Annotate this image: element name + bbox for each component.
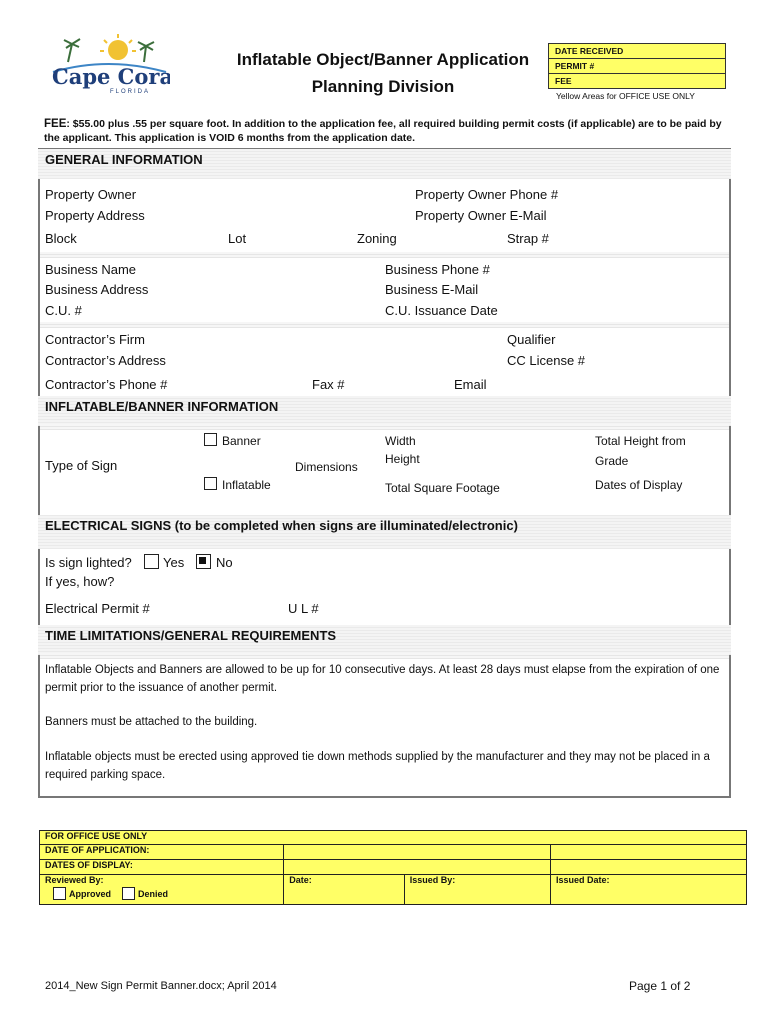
type-of-sign-label: Type of Sign [45, 458, 118, 473]
business-name-label: Business Name [45, 262, 137, 277]
fee-text: : $55.00 plus .55 per square foot. In addition to the application fee, all required building permit costs (if applicable) are to be paid by the applicant. This application is VOID 6 months from the application date. [44, 118, 722, 144]
property-address-label: Property Address [45, 208, 145, 223]
fee-statement [44, 117, 734, 145]
date-received-field: DATE RECEIVED [549, 44, 725, 59]
title-line-1: Inflatable Object/Banner Application [236, 50, 530, 69]
cape-coral-logo [48, 32, 170, 96]
banner-checkbox[interactable] [204, 433, 217, 446]
business-email-label: Business E-Mail [385, 282, 479, 297]
lighted-no-checkbox[interactable] [196, 554, 211, 569]
fee-label: FEE [44, 118, 67, 130]
office-use-note: Yellow Areas for OFFICE USE ONLY [556, 91, 695, 101]
dates-of-display-extra [551, 860, 747, 875]
date-cell: Date: [284, 875, 404, 905]
divider-band [40, 252, 729, 258]
denied-label: Denied [138, 888, 169, 899]
issued-by-cell: Issued By: [404, 875, 550, 905]
inflatable-banner-heading: INFLATABLE/BANNER INFORMATION [38, 396, 731, 426]
page-title [218, 46, 548, 100]
office-use-table [39, 830, 747, 905]
total-square-footage-label: Total Square Footage [385, 481, 500, 495]
business-phone-label: Business Phone # [385, 262, 490, 277]
lighted-yes-checkbox[interactable] [144, 554, 159, 569]
divider-band [40, 424, 729, 430]
cu-number-label: C.U. # [45, 303, 82, 318]
inflatable-checkbox[interactable] [204, 477, 217, 490]
footer-filename: 2014_New Sign Permit Banner.docx; April 2014 [45, 980, 277, 992]
is-sign-lighted-label: Is sign lighted? [45, 555, 132, 570]
general-info-heading: GENERAL INFORMATION [38, 149, 731, 179]
inflatable-tiedown-paragraph: Inflatable objects must be erected using approved tie down methods supplied by the manufacturer and they may not be placed in a required parking space. [45, 751, 710, 781]
width-label: Width [385, 434, 416, 448]
property-owner-label: Property Owner [45, 187, 137, 202]
divider-band [40, 322, 729, 328]
cu-issuance-date-label: C.U. Issuance Date [385, 303, 498, 318]
divider-band [40, 653, 729, 659]
business-address-label: Business Address [45, 282, 149, 297]
dimensions-label: Dimensions [295, 460, 358, 474]
yes-label: Yes [163, 555, 185, 570]
electrical-permit-label: Electrical Permit # [45, 601, 150, 616]
date-of-application-cell: DATE OF APPLICATION: [40, 845, 284, 860]
email-label: Email [454, 377, 487, 392]
logo-wordmark: Cape Coral [52, 64, 170, 89]
electrical-signs-heading: ELECTRICAL SIGNS (to be completed when signs are illuminated/electronic) [38, 515, 731, 549]
banner-label: Banner [222, 434, 261, 448]
qualifier-label: Qualifier [507, 332, 556, 347]
reviewed-by-label: Reviewed By: [45, 875, 104, 885]
dates-of-display-value [284, 860, 551, 875]
property-owner-phone-label: Property Owner Phone # [415, 187, 559, 202]
lot-label: Lot [228, 231, 247, 246]
title-line-2: Planning Division [311, 77, 455, 96]
inflatable-label: Inflatable [222, 478, 271, 492]
date-of-application-value [284, 845, 551, 860]
contractor-address-label: Contractor’s Address [45, 353, 166, 368]
zoning-label: Zoning [357, 231, 397, 246]
grade-label: Grade [595, 454, 629, 468]
strap-label: Strap # [507, 231, 549, 246]
contractor-firm-label: Contractor’s Firm [45, 332, 145, 347]
no-label: No [216, 555, 233, 570]
contractor-phone-label: Contractor’s Phone # [45, 377, 168, 392]
dates-of-display-cell: DATES OF DISPLAY: [40, 860, 284, 875]
dates-of-display-label: Dates of Display [595, 478, 683, 492]
approved-checkbox[interactable] [53, 887, 66, 900]
fax-label: Fax # [312, 377, 345, 392]
reviewed-by-cell [40, 875, 284, 905]
block-label: Block [45, 231, 77, 246]
ul-number-label: U L # [288, 601, 319, 616]
for-office-use-cell: FOR OFFICE USE ONLY [40, 831, 747, 845]
page-number: Page 1 of 2 [629, 979, 691, 993]
banner-attach-paragraph: Banners must be attached to the building. [45, 716, 258, 728]
total-height-label: Total Height from [595, 434, 686, 448]
approved-label: Approved [69, 888, 112, 899]
issued-date-cell: Issued Date: [551, 875, 747, 905]
date-of-application-extra [551, 845, 747, 860]
fee-field: FEE [549, 74, 725, 88]
cc-license-label: CC License # [507, 353, 586, 368]
office-use-box [548, 43, 726, 89]
height-label: Height [385, 452, 420, 466]
if-yes-how-label: If yes, how? [45, 574, 115, 589]
time-limitations-heading: TIME LIMITATIONS/GENERAL REQUIREMENTS [38, 625, 731, 655]
time-limit-paragraph: Inflatable Objects and Banners are allowed to be up for 10 consecutive days. At least 28 days must elapse from the expiration of one permit prior to the issuance of another permit. [45, 664, 720, 694]
denied-checkbox[interactable] [122, 887, 135, 900]
permit-number-field: PERMIT # [549, 59, 725, 74]
logo-subtitle: FLORIDA [110, 89, 151, 95]
property-owner-email-label: Property Owner E-Mail [415, 208, 547, 223]
